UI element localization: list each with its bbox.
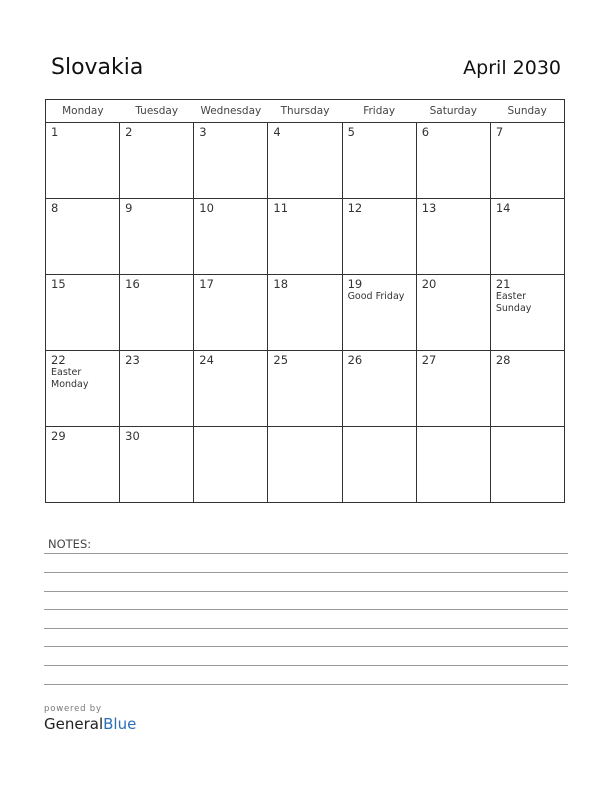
- weekday-header: Sunday: [490, 100, 564, 123]
- day-cell: [268, 275, 342, 351]
- calendar-grid: [45, 99, 565, 503]
- day-cell: [490, 427, 564, 503]
- day-number: 11: [273, 201, 289, 215]
- day-number: 23: [125, 353, 140, 367]
- month-year-title: April 2030: [463, 57, 561, 79]
- day-cell: [490, 199, 564, 275]
- day-cell: [342, 351, 416, 427]
- day-cell: [342, 199, 416, 275]
- country-title: Slovakia: [51, 55, 144, 80]
- day-cell: [268, 199, 342, 275]
- day-cell: [120, 275, 194, 351]
- day-cell: [490, 275, 564, 351]
- day-cell: [342, 275, 416, 351]
- generalblue-logo[interactable]: [44, 704, 136, 733]
- day-number: 3: [199, 125, 207, 139]
- notes-line: [44, 609, 568, 610]
- day-number: 7: [495, 125, 504, 139]
- day-number: 6: [421, 125, 430, 139]
- day-cell: [194, 123, 268, 199]
- day-cell: [194, 199, 268, 275]
- day-number: 20: [421, 277, 437, 291]
- notes-line: [44, 646, 568, 647]
- notes-line: [44, 572, 568, 573]
- weekday-header-row: [46, 100, 565, 123]
- day-number: 5: [347, 125, 355, 139]
- day-cell: [194, 275, 268, 351]
- week-row: [46, 123, 565, 199]
- notes-line: [44, 684, 568, 685]
- day-cell: [46, 427, 120, 503]
- day-cell: [120, 199, 194, 275]
- weekday-header: Tuesday: [120, 100, 194, 123]
- day-number: 4: [273, 125, 281, 139]
- day-cell: [120, 427, 194, 503]
- notes-line: [44, 628, 568, 629]
- day-number: 13: [421, 201, 437, 215]
- day-number: 25: [273, 353, 289, 367]
- powered-by-text: powered by: [44, 704, 102, 714]
- brand-name: [44, 715, 136, 733]
- day-number: 22: [51, 353, 66, 367]
- weekday-header: Thursday: [268, 100, 342, 123]
- day-number: 14: [495, 201, 511, 215]
- day-number: 10: [199, 201, 214, 215]
- day-number: 18: [273, 277, 289, 291]
- notes-line: [44, 665, 568, 666]
- day-number: 2: [125, 125, 133, 139]
- day-cell: [46, 199, 120, 275]
- day-cell: [120, 351, 194, 427]
- week-row: [46, 427, 565, 503]
- week-row: [46, 275, 565, 351]
- weekday-header: Monday: [46, 100, 120, 123]
- notes-line: [44, 553, 568, 554]
- day-number: 9: [125, 201, 133, 215]
- week-row: [46, 199, 565, 275]
- day-number: 24: [199, 353, 214, 367]
- weekday-header: Wednesday: [194, 100, 268, 123]
- day-cell: [46, 351, 120, 427]
- day-number: 19: [347, 277, 363, 291]
- day-number: 26: [347, 353, 363, 367]
- day-number: 28: [495, 353, 511, 367]
- holiday-label: Easter Sunday: [495, 291, 532, 314]
- brand-name-general: General: [44, 715, 104, 733]
- notes-line: [44, 591, 568, 592]
- day-cell: [342, 427, 416, 503]
- day-cell: [416, 351, 490, 427]
- day-cell: [490, 123, 564, 199]
- day-number: 16: [125, 277, 140, 291]
- day-number: 29: [51, 429, 66, 443]
- day-cell: [490, 351, 564, 427]
- day-cell: [416, 199, 490, 275]
- day-number: 15: [51, 277, 66, 291]
- day-cell: [268, 123, 342, 199]
- day-number: 1: [51, 125, 59, 139]
- day-cell: [46, 123, 120, 199]
- day-number: 30: [125, 429, 140, 443]
- day-cell: [416, 123, 490, 199]
- day-cell: [342, 123, 416, 199]
- week-row: [46, 351, 565, 427]
- day-number: 21: [495, 277, 511, 291]
- day-cell: [268, 427, 342, 503]
- notes-label: NOTES:: [48, 537, 92, 551]
- day-number: 8: [51, 201, 59, 215]
- day-cell: [120, 123, 194, 199]
- day-cell: [194, 427, 268, 503]
- holiday-label: Easter Monday: [51, 367, 89, 390]
- day-number: 27: [421, 353, 437, 367]
- weekday-header: Saturday: [416, 100, 490, 123]
- brand-name-blue: Blue: [103, 715, 137, 733]
- day-cell: [194, 351, 268, 427]
- day-cell: [46, 275, 120, 351]
- holiday-label: Good Friday: [347, 291, 405, 302]
- day-cell: [416, 275, 490, 351]
- weekday-header: Friday: [342, 100, 416, 123]
- day-cell: [416, 427, 490, 503]
- day-number: 12: [347, 201, 363, 215]
- day-number: 17: [199, 277, 214, 291]
- day-cell: [268, 351, 342, 427]
